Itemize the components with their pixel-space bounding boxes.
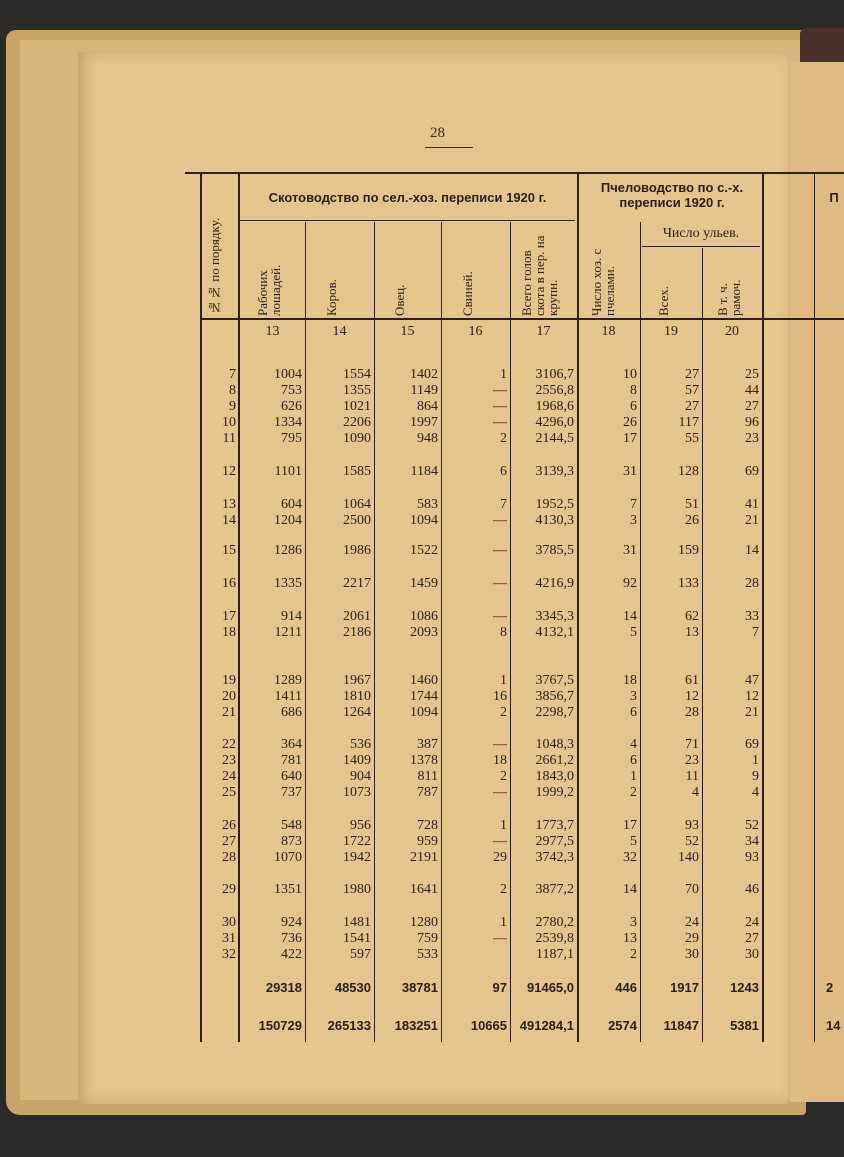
table-cell: 13 bbox=[623, 931, 637, 946]
table-cell: 4130,3 bbox=[535, 513, 574, 528]
total-cell: 97 bbox=[492, 980, 507, 995]
table-cell: 1980 bbox=[343, 882, 371, 897]
next-column-fragment: 2 bbox=[826, 980, 834, 995]
column-heading-20: В т. ч. рамоч. bbox=[715, 279, 743, 316]
table-cell: 1086 bbox=[410, 609, 438, 624]
column-number-16: 16 bbox=[468, 324, 483, 339]
table-cell: 1986 bbox=[343, 543, 371, 558]
table-cell: 1744 bbox=[410, 689, 438, 704]
table-cell: 30 bbox=[745, 947, 759, 962]
table-cell: 1554 bbox=[343, 367, 371, 382]
total-cell: 1243 bbox=[730, 980, 759, 995]
table-cell: 914 bbox=[281, 609, 302, 624]
table-cell: — bbox=[493, 399, 507, 414]
table-cell: 9 bbox=[752, 769, 759, 784]
table-cell: 1101 bbox=[274, 464, 302, 479]
table-cell: 1004 bbox=[274, 367, 302, 382]
table-cell: 2191 bbox=[410, 850, 438, 865]
table-cell: 959 bbox=[417, 834, 438, 849]
table-cell: 1286 bbox=[274, 543, 302, 558]
table-cell: 1967 bbox=[343, 673, 371, 688]
row-number: 17 bbox=[222, 609, 236, 624]
column-number-18: 18 bbox=[601, 324, 616, 339]
total-cell: 265133 bbox=[327, 1018, 371, 1033]
table-cell: 16 bbox=[493, 689, 507, 704]
row-number: 13 bbox=[222, 497, 236, 512]
table-cell: 1149 bbox=[410, 383, 438, 398]
table-cell: 4 bbox=[752, 785, 759, 800]
table-cell: 13 bbox=[685, 625, 699, 640]
row-number: 28 bbox=[222, 850, 236, 865]
table-cell: 3345,3 bbox=[535, 609, 574, 624]
table-cell: 28 bbox=[745, 576, 759, 591]
table-cell: 26 bbox=[623, 415, 637, 430]
table-cell: — bbox=[493, 415, 507, 430]
table-cell: 924 bbox=[281, 915, 302, 930]
table-cell: 17 bbox=[623, 818, 637, 833]
table-cell: 6 bbox=[630, 705, 637, 720]
table-cell: 2217 bbox=[343, 576, 371, 591]
table-cell: 93 bbox=[745, 850, 759, 865]
table-top-rule bbox=[185, 172, 844, 174]
table-cell: 52 bbox=[745, 818, 759, 833]
row-number: 11 bbox=[222, 431, 236, 446]
table-cell: 1184 bbox=[410, 464, 438, 479]
table-cell: 686 bbox=[281, 705, 302, 720]
table-cell: 1021 bbox=[343, 399, 371, 414]
total-cell: 2574 bbox=[608, 1018, 637, 1033]
table-cell: 1773,7 bbox=[535, 818, 574, 833]
table-cell: 1409 bbox=[343, 753, 371, 768]
table-cell: 1094 bbox=[410, 705, 438, 720]
table-cell: 536 bbox=[350, 737, 371, 752]
table-cell: 2186 bbox=[343, 625, 371, 640]
table-cell: 1351 bbox=[274, 882, 302, 897]
table-cell: 1048,3 bbox=[535, 737, 574, 752]
table-cell: 1459 bbox=[410, 576, 438, 591]
table-cell: 1187,1 bbox=[536, 947, 574, 962]
total-cell: 491284,1 bbox=[519, 1018, 574, 1033]
table-cell: 873 bbox=[281, 834, 302, 849]
table-cell: — bbox=[493, 785, 507, 800]
table-cell: 57 bbox=[685, 383, 699, 398]
table-cell: 3 bbox=[630, 915, 637, 930]
table-cell: 1641 bbox=[410, 882, 438, 897]
table-cell: 1997 bbox=[410, 415, 438, 430]
table-cell: 1942 bbox=[343, 850, 371, 865]
table-cell: 904 bbox=[350, 769, 371, 784]
table-cell: 1204 bbox=[274, 513, 302, 528]
table-cell: 2061 bbox=[343, 609, 371, 624]
table-cell: 33 bbox=[745, 609, 759, 624]
table-cell: 71 bbox=[685, 737, 699, 752]
total-cell: 446 bbox=[615, 980, 637, 995]
table-cell: 18 bbox=[623, 673, 637, 688]
hives-subgroup-heading: Число ульев. bbox=[662, 226, 740, 241]
table-cell: 7 bbox=[630, 497, 637, 512]
col-border-order bbox=[238, 174, 240, 1042]
table-cell: 4296,0 bbox=[535, 415, 574, 430]
row-number: 15 bbox=[222, 543, 236, 558]
group-rule bbox=[240, 220, 575, 221]
table-cell: 52 bbox=[685, 834, 699, 849]
bookmark-tab bbox=[800, 28, 844, 64]
table-cell: — bbox=[493, 737, 507, 752]
column-heading-13: Рабочих лошадей. bbox=[255, 264, 283, 316]
table-cell: 1090 bbox=[343, 431, 371, 446]
row-number: 12 bbox=[222, 464, 236, 479]
table-cell: 1264 bbox=[343, 705, 371, 720]
row-number: 9 bbox=[229, 399, 236, 414]
column-number-14: 14 bbox=[332, 324, 347, 339]
row-number: 32 bbox=[222, 947, 236, 962]
table-cell: 2144,5 bbox=[535, 431, 574, 446]
table-cell: 4 bbox=[630, 737, 637, 752]
table-cell: 12 bbox=[745, 689, 759, 704]
row-number: 19 bbox=[222, 673, 236, 688]
beekeeping-group-heading: Пчеловодство по с.-х. переписи 1920 г. bbox=[600, 180, 744, 210]
table-cell: 2556,8 bbox=[535, 383, 574, 398]
table-cell: 8 bbox=[500, 625, 507, 640]
table-cell: 787 bbox=[417, 785, 438, 800]
table-cell: 737 bbox=[281, 785, 302, 800]
table-cell: 2977,5 bbox=[535, 834, 574, 849]
column-number-15: 15 bbox=[400, 324, 415, 339]
row-number: 7 bbox=[229, 367, 236, 382]
table-cell: 2 bbox=[500, 705, 507, 720]
table-cell: 753 bbox=[281, 383, 302, 398]
table-cell: 3785,5 bbox=[535, 543, 574, 558]
table-cell: 1 bbox=[500, 818, 507, 833]
table-cell: 55 bbox=[685, 431, 699, 446]
table-cell: 32 bbox=[623, 850, 637, 865]
table-cell: 759 bbox=[417, 931, 438, 946]
table-cell: 3106,7 bbox=[535, 367, 574, 382]
table-cell: 61 bbox=[685, 673, 699, 688]
table-cell: 1289 bbox=[274, 673, 302, 688]
table-cell: 10 bbox=[623, 367, 637, 382]
table-cell: 2500 bbox=[343, 513, 371, 528]
table-cell: 728 bbox=[417, 818, 438, 833]
table-cell: 1999,2 bbox=[535, 785, 574, 800]
table-cell: — bbox=[493, 543, 507, 558]
total-cell: 38781 bbox=[401, 980, 438, 995]
table-cell: 1378 bbox=[410, 753, 438, 768]
table-cell: 21 bbox=[745, 513, 759, 528]
table-cell: 23 bbox=[745, 431, 759, 446]
table-cell: 3742,3 bbox=[535, 850, 574, 865]
table-cell: 1355 bbox=[343, 383, 371, 398]
table-cell: 1 bbox=[500, 673, 507, 688]
row-number: 10 bbox=[222, 415, 236, 430]
table-cell: 1 bbox=[500, 915, 507, 930]
col-border-17 bbox=[577, 174, 579, 1042]
table-cell: 7 bbox=[752, 625, 759, 640]
table-cell: 3767,5 bbox=[535, 673, 574, 688]
table-cell: 1094 bbox=[410, 513, 438, 528]
table-cell: 24 bbox=[685, 915, 699, 930]
row-number: 30 bbox=[222, 915, 236, 930]
row-number: 21 bbox=[222, 705, 236, 720]
table-cell: 4216,9 bbox=[535, 576, 574, 591]
table-cell: 1335 bbox=[274, 576, 302, 591]
row-number: 16 bbox=[222, 576, 236, 591]
total-cell: 91465,0 bbox=[527, 980, 574, 995]
total-cell: 1917 bbox=[670, 980, 699, 995]
table-cell: 47 bbox=[745, 673, 759, 688]
table-cell: 117 bbox=[678, 415, 699, 430]
row-number: 23 bbox=[222, 753, 236, 768]
table-cell: 24 bbox=[745, 915, 759, 930]
table-cell: 3 bbox=[630, 689, 637, 704]
table-cell: 948 bbox=[417, 431, 438, 446]
table-cell: 533 bbox=[417, 947, 438, 962]
table-cell: 2 bbox=[500, 769, 507, 784]
row-number: 27 bbox=[222, 834, 236, 849]
row-number: 22 bbox=[222, 737, 236, 752]
table-cell: 159 bbox=[678, 543, 699, 558]
table-cell: 2539,8 bbox=[535, 931, 574, 946]
table-cell: 31 bbox=[623, 464, 637, 479]
table-cell: 34 bbox=[745, 834, 759, 849]
table-cell: 27 bbox=[685, 399, 699, 414]
table-cell: 29 bbox=[685, 931, 699, 946]
table-cell: 128 bbox=[678, 464, 699, 479]
table-cell: 811 bbox=[417, 769, 438, 784]
table-cell: 422 bbox=[281, 947, 302, 962]
column-heading-18: Число хоз. с пчелами. bbox=[589, 248, 617, 316]
table-cell: 28 bbox=[685, 705, 699, 720]
column-heading-14: Коров. bbox=[324, 279, 339, 316]
table-cell: 1843,0 bbox=[535, 769, 574, 784]
table-cell: 21 bbox=[745, 705, 759, 720]
next-group-heading-fragment: П bbox=[829, 190, 839, 205]
table-cell: 5 bbox=[630, 625, 637, 640]
table-cell: 133 bbox=[678, 576, 699, 591]
page-number: 28 bbox=[430, 125, 445, 141]
col-border-20 bbox=[762, 174, 764, 1042]
table-cell: — bbox=[493, 576, 507, 591]
table-cell: 11 bbox=[685, 769, 699, 784]
table-cell: 70 bbox=[685, 882, 699, 897]
row-number: 26 bbox=[222, 818, 236, 833]
table-cell: 1070 bbox=[274, 850, 302, 865]
table-cell: 6 bbox=[630, 399, 637, 414]
table-cell: 2206 bbox=[343, 415, 371, 430]
table-cell: 2780,2 bbox=[535, 915, 574, 930]
table-cell: 14 bbox=[623, 882, 637, 897]
row-number: 20 bbox=[222, 689, 236, 704]
column-heading-17: Всего голов скота в пер. на крупн. bbox=[519, 235, 560, 316]
next-column-fragment: 14 bbox=[826, 1018, 841, 1033]
table-cell: 14 bbox=[623, 609, 637, 624]
row-number: 24 bbox=[222, 769, 236, 784]
table-cell: 46 bbox=[745, 882, 759, 897]
table-cell: 2093 bbox=[410, 625, 438, 640]
table-cell: 2661,2 bbox=[535, 753, 574, 768]
table-cell: 4132,1 bbox=[535, 625, 574, 640]
table-cell: 18 bbox=[493, 753, 507, 768]
table-cell: 1722 bbox=[343, 834, 371, 849]
table-cell: 5 bbox=[630, 834, 637, 849]
table-cell: 583 bbox=[417, 497, 438, 512]
row-number: 25 bbox=[222, 785, 236, 800]
table-cell: 26 bbox=[685, 513, 699, 528]
table-cell: 3877,2 bbox=[535, 882, 574, 897]
facing-page-edge bbox=[790, 62, 844, 1102]
table-cell: 1541 bbox=[343, 931, 371, 946]
table-cell: 1585 bbox=[343, 464, 371, 479]
table-cell: 956 bbox=[350, 818, 371, 833]
table-cell: 2 bbox=[500, 431, 507, 446]
row-number: 18 bbox=[222, 625, 236, 640]
table-cell: 2 bbox=[630, 947, 637, 962]
col-border-next bbox=[814, 174, 815, 1042]
table-cell: 27 bbox=[685, 367, 699, 382]
table-cell: 69 bbox=[745, 464, 759, 479]
table-cell: 6 bbox=[630, 753, 637, 768]
total-cell: 11847 bbox=[663, 1018, 699, 1033]
table-cell: 1411 bbox=[274, 689, 302, 704]
table-cell: 7 bbox=[500, 497, 507, 512]
table-cell: 1 bbox=[630, 769, 637, 784]
table-cell: 1810 bbox=[343, 689, 371, 704]
table-cell: 2298,7 bbox=[535, 705, 574, 720]
table-cell: 1 bbox=[752, 753, 759, 768]
table-cell: 30 bbox=[685, 947, 699, 962]
table-left-rule bbox=[200, 174, 202, 1042]
table-cell: 1952,5 bbox=[535, 497, 574, 512]
table-cell: 604 bbox=[281, 497, 302, 512]
table-cell: 41 bbox=[745, 497, 759, 512]
table-cell: 8 bbox=[630, 383, 637, 398]
table-cell: 27 bbox=[745, 399, 759, 414]
livestock-group-heading: Скотоводство по сел.-хоз. переписи 1920 г. bbox=[268, 190, 547, 205]
table-cell: 44 bbox=[745, 383, 759, 398]
table-cell: 1 bbox=[500, 367, 507, 382]
table-cell: 140 bbox=[678, 850, 699, 865]
table-cell: 2 bbox=[630, 785, 637, 800]
table-cell: — bbox=[493, 609, 507, 624]
table-cell: 25 bbox=[745, 367, 759, 382]
table-cell: 1402 bbox=[410, 367, 438, 382]
table-cell: 93 bbox=[685, 818, 699, 833]
column-number-13: 13 bbox=[265, 324, 280, 339]
table-cell: 62 bbox=[685, 609, 699, 624]
table-cell: 2 bbox=[500, 882, 507, 897]
table-cell: 27 bbox=[745, 931, 759, 946]
table-cell: 626 bbox=[281, 399, 302, 414]
total-cell: 10665 bbox=[470, 1018, 507, 1033]
table-cell: 597 bbox=[350, 947, 371, 962]
total-cell: 5381 bbox=[730, 1018, 759, 1033]
table-cell: 781 bbox=[281, 753, 302, 768]
table-cell: 14 bbox=[745, 543, 759, 558]
table-cell: 29 bbox=[493, 850, 507, 865]
row-number: 14 bbox=[222, 513, 236, 528]
row-number: 29 bbox=[222, 882, 236, 897]
column-heading-15: Овец. bbox=[392, 284, 407, 316]
table-cell: 17 bbox=[623, 431, 637, 446]
table-cell: 1968,6 bbox=[535, 399, 574, 414]
row-number: 31 bbox=[222, 931, 236, 946]
column-number-19: 19 bbox=[664, 324, 678, 339]
column-heading-19: Всех. bbox=[656, 286, 671, 316]
table-cell: 3139,3 bbox=[535, 464, 574, 479]
table-cell: 1064 bbox=[343, 497, 371, 512]
table-cell: 96 bbox=[745, 415, 759, 430]
table-cell: — bbox=[493, 931, 507, 946]
column-heading-16: Свиней. bbox=[460, 271, 475, 316]
order-column-heading: №№ по порядку. bbox=[207, 217, 222, 315]
table-cell: 548 bbox=[281, 818, 302, 833]
table-cell: — bbox=[493, 513, 507, 528]
header-bottom-rule bbox=[200, 318, 844, 320]
page-number-rule bbox=[425, 147, 473, 148]
total-cell: 29318 bbox=[265, 980, 302, 995]
column-number-20: 20 bbox=[725, 324, 739, 339]
table-cell: 1280 bbox=[410, 915, 438, 930]
total-cell: 150729 bbox=[258, 1018, 302, 1033]
table-cell: 69 bbox=[745, 737, 759, 752]
table-cell: 1522 bbox=[410, 543, 438, 558]
table-cell: 23 bbox=[685, 753, 699, 768]
table-cell: 1211 bbox=[274, 625, 302, 640]
table-cell: 1334 bbox=[274, 415, 302, 430]
table-cell: 3 bbox=[630, 513, 637, 528]
table-cell: 6 bbox=[500, 464, 507, 479]
table-cell: 1460 bbox=[410, 673, 438, 688]
row-number: 8 bbox=[229, 383, 236, 398]
table-cell: 92 bbox=[623, 576, 637, 591]
table-cell: 364 bbox=[281, 737, 302, 752]
table-cell: 12 bbox=[685, 689, 699, 704]
table-cell: — bbox=[493, 834, 507, 849]
table-cell: 31 bbox=[623, 543, 637, 558]
total-cell: 183251 bbox=[394, 1018, 438, 1033]
total-cell: 48530 bbox=[334, 980, 371, 995]
table-cell: 1481 bbox=[343, 915, 371, 930]
table-cell: 51 bbox=[685, 497, 699, 512]
table-cell: 864 bbox=[417, 399, 438, 414]
table-cell: 4 bbox=[692, 785, 699, 800]
table-cell: 387 bbox=[417, 737, 438, 752]
table-cell: 736 bbox=[281, 931, 302, 946]
column-number-17: 17 bbox=[536, 324, 551, 339]
table-cell: 640 bbox=[281, 769, 302, 784]
table-cell: 795 bbox=[281, 431, 302, 446]
table-cell: — bbox=[493, 383, 507, 398]
table-cell: 1073 bbox=[343, 785, 371, 800]
table-cell: 3856,7 bbox=[535, 689, 574, 704]
